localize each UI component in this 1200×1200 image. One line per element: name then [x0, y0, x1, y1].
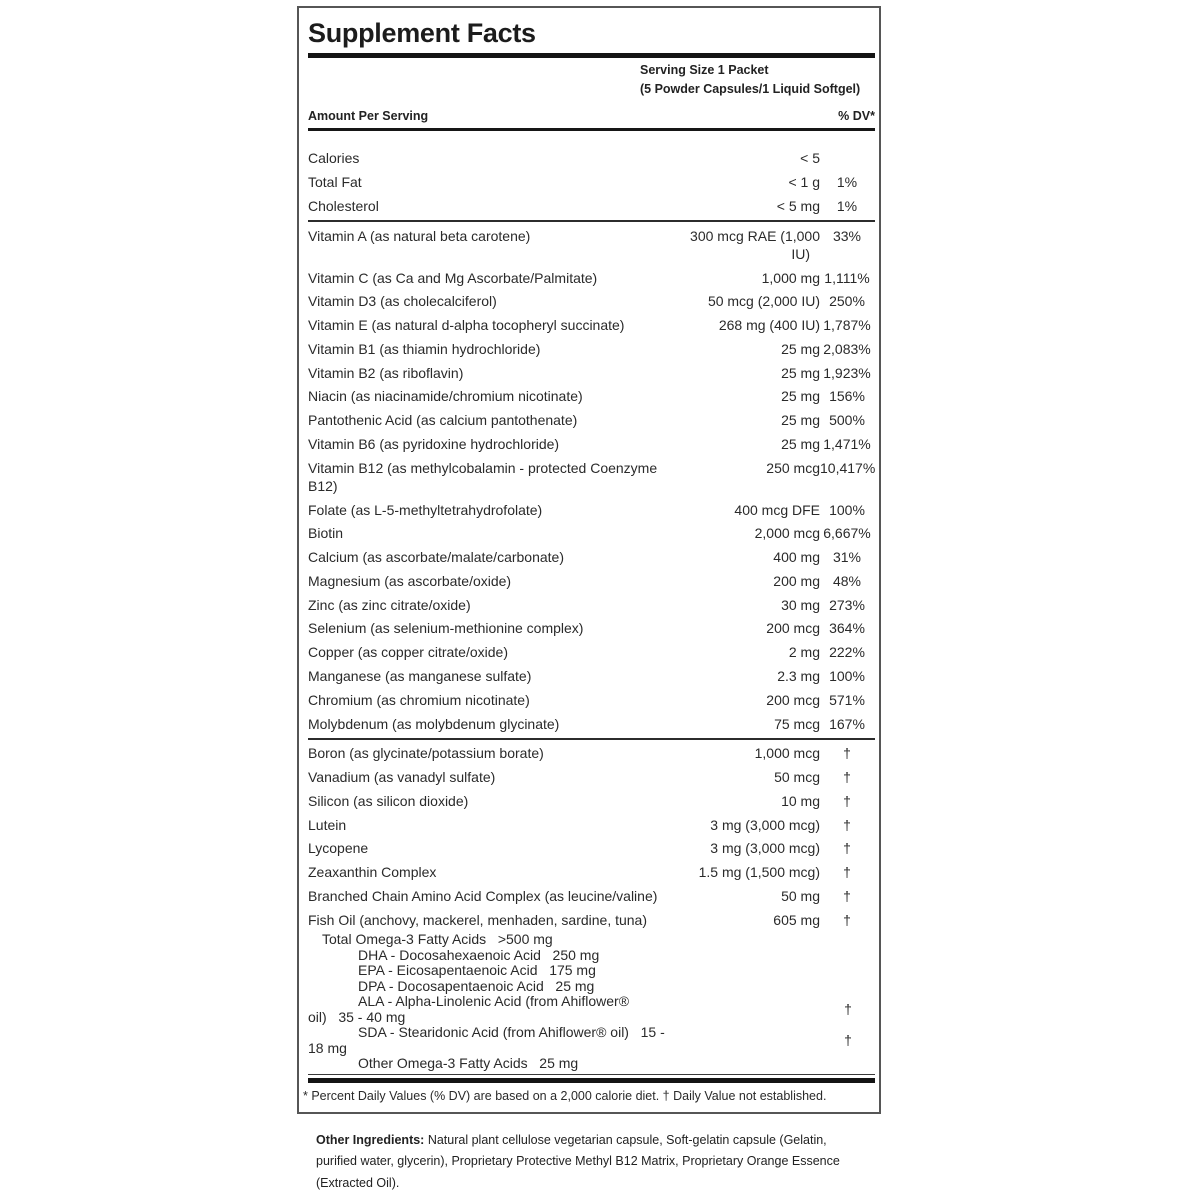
nutrient-amount: 1,000 mcg	[754, 745, 820, 762]
nutrient-name: Vitamin B12 (as methylcobalamin - protected Coenzyme B12)	[308, 459, 658, 494]
nutrient-dv: 167%	[829, 715, 865, 732]
nutrient-amount: 400 mg	[773, 549, 820, 566]
omega-subrow	[308, 994, 875, 1025]
omega-subrow	[308, 979, 875, 995]
nutrient-row	[308, 409, 875, 433]
nutrient-amount: 3 mg (3,000 mcg)	[710, 816, 820, 833]
nutrient-name: Zinc (as zinc citrate/oxide)	[308, 596, 471, 613]
nutrient-name: Chromium (as chromium nicotinate)	[308, 691, 530, 708]
nutrient-name: Vitamin B1 (as thiamin hydrochloride)	[308, 340, 541, 357]
nutrient-row	[308, 224, 875, 266]
nutrient-name: Molybdenum (as molybdenum glycinate)	[308, 715, 560, 732]
nutrient-name: Magnesium (as ascorbate/oxide)	[308, 572, 512, 589]
nutrient-dv: 364%	[829, 620, 865, 637]
nutrient-amount: < 1 g	[788, 174, 820, 191]
nutrient-amount: 10 mg	[781, 792, 820, 809]
nutrient-amount: 25 mg	[781, 340, 820, 357]
nutrient-row	[308, 861, 875, 885]
nutrient-name: Fish Oil (anchovy, mackerel, menhaden, sardine, tuna)	[308, 911, 648, 928]
nutrient-row	[308, 665, 875, 689]
nutrient-amount: 400 mcg DFE	[734, 501, 820, 518]
omega-subrow	[308, 1025, 875, 1056]
nutrient-name: Vanadium (as vanadyl sulfate)	[308, 769, 496, 786]
nutrient-row	[308, 593, 875, 617]
nutrient-dv: 1,471%	[823, 435, 871, 452]
nutrient-dv: 1,111%	[824, 269, 870, 286]
nutrient-amount: 25 mg	[781, 364, 820, 381]
nutrient-amount: 605 mg	[773, 911, 820, 928]
title-rule	[308, 53, 875, 58]
nutrient-dv: 1%	[836, 197, 858, 214]
nutrient-row	[308, 766, 875, 790]
omega-subrow-text: Other Omega-3 Fatty Acids 25 mg	[358, 1055, 579, 1072]
nutrient-row	[308, 498, 875, 522]
serving-size-line1: Serving Size 1 Packet	[640, 63, 769, 77]
omega-subrow	[308, 948, 875, 964]
supplement-facts-panel	[297, 6, 881, 1114]
nutrient-row	[308, 385, 875, 409]
section-rule-other	[308, 738, 875, 740]
nutrient-dv: 273%	[829, 596, 865, 613]
nutrient-amount: 268 mg (400 IU)	[718, 317, 820, 334]
nutrient-amount: 300 mcg RAE (1,000 IU)	[690, 227, 820, 262]
nutrient-name: Lycopene	[308, 840, 369, 857]
nutrient-dv: †	[843, 745, 851, 762]
nutrient-amount: 200 mcg	[766, 691, 820, 708]
nutrient-name: Vitamin C (as Ca and Mg Ascorbate/Palmitate)	[308, 269, 598, 286]
nutrient-dv: 100%	[829, 501, 865, 518]
nutrient-name: Boron (as glycinate/potassium borate)	[308, 745, 544, 762]
nutrient-amount: 2.3 mg	[777, 668, 820, 685]
other-nutrient-rows	[308, 742, 875, 932]
nutrient-dv: 222%	[829, 644, 865, 661]
nutrient-amount: 75 mcg	[774, 715, 820, 732]
other-ingredients	[316, 1130, 876, 1195]
nutrient-dv: 31%	[832, 549, 862, 566]
nutrient-dv: 1%	[836, 174, 858, 191]
nutrient-row	[308, 361, 875, 385]
section-rule-vitamins	[308, 220, 875, 222]
nutrient-name: Selenium (as selenium-methionine complex)	[308, 620, 584, 637]
nutrient-row	[308, 290, 875, 314]
nutrient-dv: 1,923%	[823, 364, 871, 381]
nutrient-name: Total Fat	[308, 174, 362, 191]
nutrient-dv: 2,083%	[823, 340, 871, 357]
omega-subrow	[308, 963, 875, 979]
nutrient-row	[308, 837, 875, 861]
nutrient-dv: †	[843, 816, 851, 833]
nutrient-amount: 2,000 mcg	[754, 525, 820, 542]
column-header-row	[308, 109, 875, 124]
nutrient-dv: 156%	[829, 388, 865, 405]
nutrient-dv: 100%	[829, 668, 865, 685]
nutrient-amount: 1.5 mg (1,500 mcg)	[698, 864, 820, 881]
nutrient-dv: †	[843, 769, 851, 786]
nutrient-dv: †	[843, 792, 851, 809]
nutrient-name: Niacin (as niacinamide/chromium nicotinate)	[308, 388, 583, 405]
nutrient-row	[308, 742, 875, 766]
nutrient-name: Folate (as L-5-methyltetrahydrofolate)	[308, 501, 543, 518]
omega-detail-rows	[308, 932, 875, 1072]
nutrient-amount: 25 mg	[781, 435, 820, 452]
vitamin-mineral-rows	[308, 224, 875, 736]
label-wrap	[297, 6, 881, 1194]
nutrient-name: Manganese (as manganese sulfate)	[308, 668, 532, 685]
nutrient-dv: †	[844, 1000, 852, 1017]
nutrient-amount: 50 mg	[781, 888, 820, 905]
nutrient-name: Zeaxanthin Complex	[308, 864, 437, 881]
serving-size-block	[640, 61, 875, 99]
nutrient-amount: 3 mg (3,000 mcg)	[710, 840, 820, 857]
nutrient-amount: 2 mg	[788, 644, 820, 661]
nutrient-dv: †	[843, 888, 851, 905]
nutrient-row	[308, 314, 875, 338]
nutrient-row	[308, 147, 875, 171]
nutrient-name: Vitamin D3 (as cholecalciferol)	[308, 293, 497, 310]
nutrient-row	[308, 688, 875, 712]
omega-subrow	[308, 1056, 875, 1072]
other-ingredients-line1	[316, 1130, 876, 1152]
other-ingredients-line2: purified water, glycerin), Proprietary Protective Methyl B12 Matrix, Proprietary Orange Essence	[316, 1154, 840, 1169]
nutrient-amount: 50 mcg (2,000 IU)	[707, 293, 820, 310]
nutrient-dv: 1,787%	[823, 317, 871, 334]
omega-subrow-text: ALA - Alpha-Linolenic Acid (from Ahiflower® oil) 35 - 40 mg	[308, 993, 630, 1025]
nutrient-amount: 200 mcg	[766, 620, 820, 637]
nutrient-name: Silicon (as silicon dioxide)	[308, 792, 469, 809]
nutrient-name: Vitamin E (as natural d-alpha tocopheryl succinate)	[308, 317, 625, 334]
nutrient-name: Copper (as copper citrate/oxide)	[308, 644, 508, 661]
nutrient-name: Calcium (as ascorbate/malate/carbonate)	[308, 549, 565, 566]
nutrient-row	[308, 908, 875, 932]
other-ingredients-line1-rest: Natural plant cellulose vegetarian capsule, Soft-gelatin capsule (Gelatin,	[424, 1132, 827, 1147]
omega-subrow-text: SDA - Stearidonic Acid (from Ahiflower® oil) 15 - 18 mg	[308, 1024, 665, 1056]
nutrient-amount: 30 mg	[781, 596, 820, 613]
nutrient-name: Lutein	[308, 816, 347, 833]
other-ingredients-label: Other Ingredients:	[316, 1132, 425, 1147]
nutrient-dv: 6,667%	[823, 525, 871, 542]
nutrient-dv: †	[843, 864, 851, 881]
nutrient-dv: 10,417%	[820, 459, 876, 476]
percent-dv-header: % DV*	[838, 109, 875, 123]
nutrient-row	[308, 171, 875, 195]
panel-title: Supplement Facts	[308, 18, 536, 48]
nutrient-dv: 48%	[832, 572, 862, 589]
nutrient-row	[308, 546, 875, 570]
omega-subrow-text: DPA - Docosapentaenoic Acid 25 mg	[358, 977, 595, 994]
nutrient-amount: < 5	[800, 150, 820, 167]
nutrient-row	[308, 337, 875, 361]
nutrient-name: Vitamin B2 (as riboflavin)	[308, 364, 464, 381]
nutrient-row	[308, 813, 875, 837]
nutrient-name: Vitamin B6 (as pyridoxine hydrochloride)	[308, 435, 560, 452]
nutrient-dv: 250%	[829, 293, 865, 310]
nutrient-dv: †	[844, 1031, 852, 1048]
omega-subrow-text: DHA - Docosahexaenoic Acid 250 mg	[358, 946, 600, 963]
other-ingredients-line3: (Extracted Oil).	[316, 1175, 400, 1190]
nutrient-dv: 571%	[829, 691, 865, 708]
nutrient-row	[308, 570, 875, 594]
nutrient-amount: < 5 mg	[776, 197, 820, 214]
omega-subrow	[308, 932, 875, 948]
serving-size-line2: (5 Powder Capsules/1 Liquid Softgel)	[640, 82, 861, 96]
nutrient-name: Branched Chain Amino Acid Complex (as leucine/valine)	[308, 888, 658, 905]
nutrient-row	[308, 266, 875, 290]
nutrient-row	[308, 617, 875, 641]
nutrient-amount: 50 mcg	[774, 769, 820, 786]
nutrient-dv: 33%	[832, 227, 862, 244]
macro-rows	[308, 147, 875, 218]
footnote: * Percent Daily Values (% DV) are based on a 2,000 calorie diet. † Daily Value not established.	[303, 1088, 827, 1103]
nutrient-amount: 25 mg	[781, 388, 820, 405]
nutrient-name: Cholesterol	[308, 197, 379, 214]
nutrient-dv: 500%	[829, 412, 865, 429]
nutrient-amount: 200 mg	[773, 572, 820, 589]
nutrient-row	[308, 712, 875, 736]
omega-subrow-text: Total Omega-3 Fatty Acids >500 mg	[322, 931, 553, 948]
nutrient-row	[308, 522, 875, 546]
amount-per-serving-header: Amount Per Serving	[308, 109, 429, 123]
nutrient-row	[308, 433, 875, 457]
nutrient-name: Vitamin A (as natural beta carotene)	[308, 227, 531, 244]
nutrient-dv: †	[843, 840, 851, 857]
nutrient-amount: 25 mg	[781, 412, 820, 429]
nutrient-name: Calories	[308, 150, 360, 167]
nutrient-row	[308, 790, 875, 814]
nutrient-dv: †	[843, 911, 851, 928]
nutrient-amount: 250 mcg	[766, 459, 820, 476]
nutrient-name: Biotin	[308, 525, 344, 542]
nutrient-row	[308, 641, 875, 665]
nutrient-row	[308, 456, 875, 498]
nutrient-row	[308, 195, 875, 219]
nutrient-name: Pantothenic Acid (as calcium pantothenate)	[308, 412, 578, 429]
nutrient-amount: 1,000 mg	[761, 269, 820, 286]
nutrient-row	[308, 885, 875, 909]
omega-bottom-rule	[308, 1074, 875, 1075]
omega-subrow-text: EPA - Eicosapentaenoic Acid 175 mg	[358, 962, 596, 979]
header-rule	[308, 128, 875, 131]
